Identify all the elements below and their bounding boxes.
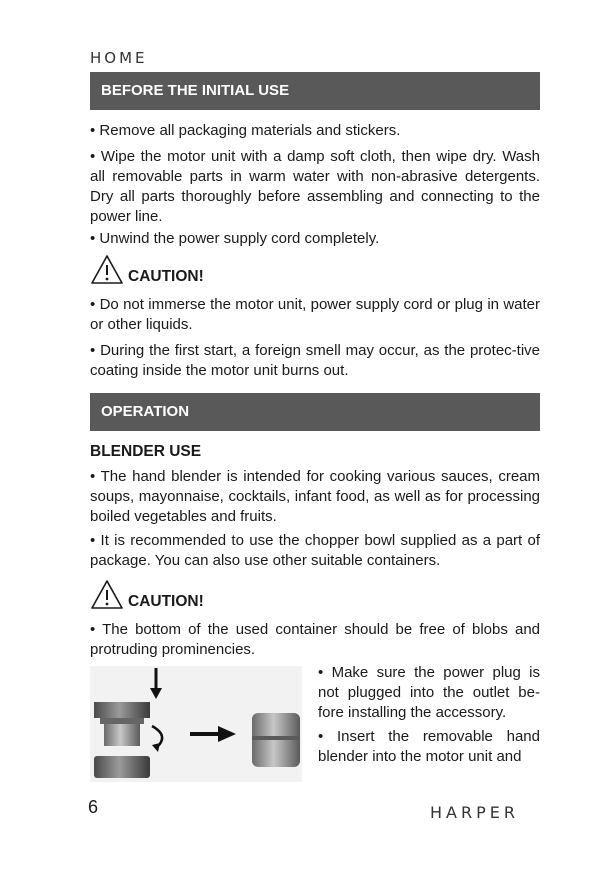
list-item: • The bottom of the used container should be free of blobs and protruding prominencies. [90, 621, 540, 658]
list-item: • Do not immerse the motor unit, power supply cord or plug in water or other liquids. [90, 296, 540, 333]
list-item: • The hand blender is intended for cooking various sauces, cream soups, mayonnaise, cocktails, infant food, as well as for processing boiled vegetables and fruits. [90, 468, 540, 525]
warning-triangle-icon [90, 254, 124, 286]
assembly-illustration [90, 666, 302, 782]
section-header-before-use: BEFORE THE INITIAL USE [90, 72, 540, 110]
list-item: • Remove all packaging materials and stickers. [90, 122, 401, 139]
brand-logo: HARPER [430, 803, 519, 822]
list-item: • During the first start, a foreign smell may occur, as the protec-tive coating inside the motor unit burns out. [90, 342, 540, 379]
caution-heading [90, 575, 204, 611]
list-item: • Insert the removable hand blender into the motor unit and [318, 728, 540, 765]
page-number: 6 [88, 797, 99, 817]
list-item: • Make sure the power plug is not plugged into the outlet be-fore installing the accessory. [318, 664, 540, 721]
caution-label: CAUTION! [128, 593, 204, 610]
list-item: • It is recommended to use the chopper bowl supplied as a part of package. You can also use other suitable containers. [90, 532, 540, 569]
warning-triangle-icon [90, 579, 124, 611]
home-logo: HOME [90, 49, 148, 67]
section-header-operation: OPERATION [90, 393, 540, 431]
caution-heading [90, 250, 204, 286]
list-item: • Wipe the motor unit with a damp soft cloth, then wipe dry. Wash all removable parts in warm water with non-abrasive detergents. Dry all parts thoroughly before assembling and connecting to the power line. [90, 148, 540, 225]
list-item: • Unwind the power supply cord completely. [90, 230, 380, 247]
subsection-title: BLENDER USE [90, 443, 202, 460]
caution-label: CAUTION! [128, 268, 204, 285]
